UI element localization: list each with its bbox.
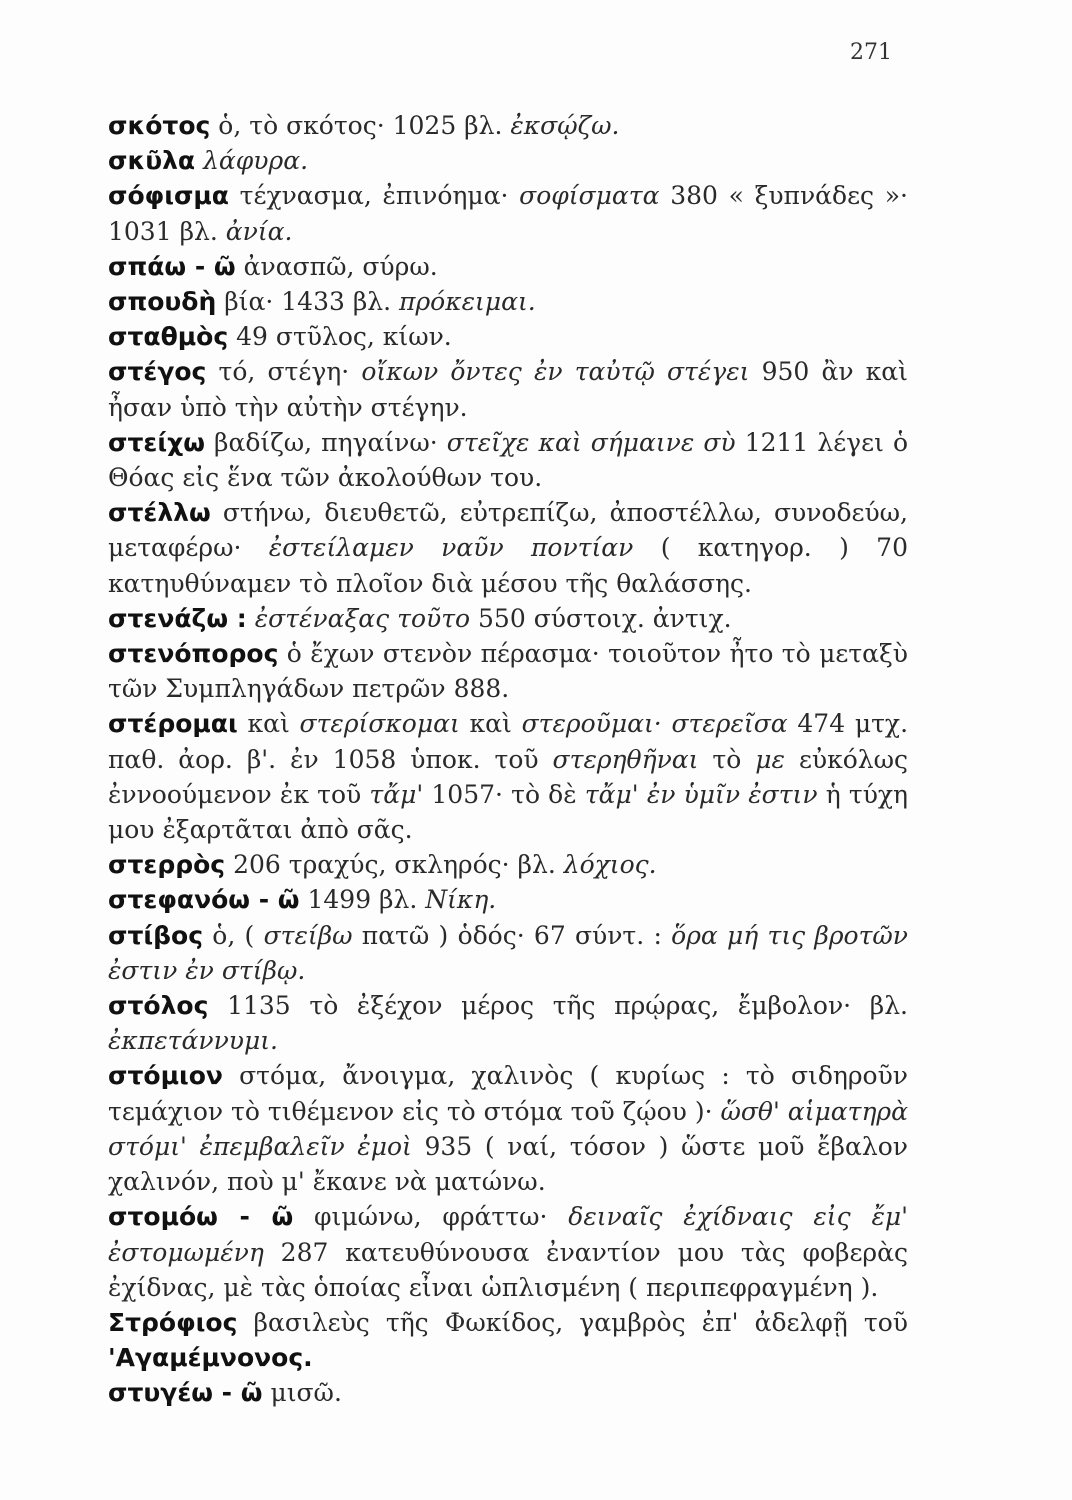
entry-definition: βασιλεὺς τῆς Φωκίδος, γαμβρὸς ἐπ' ἀδελφῇ τοῦ: [237, 1307, 908, 1337]
entry-quotation: σοφίσματα: [519, 181, 660, 211]
entry-definition: 1211 λέγει ὁ Θόας εἰς ἕνα τῶν ἀκολούθων του.: [108, 427, 909, 493]
entry-headword: σκῦλα: [108, 146, 196, 176]
entry-definition: ὁ, (: [203, 920, 264, 950]
entry-definition: 950 ἂν καὶ ἦσαν ὑπὸ τὴν αὐτὴν στέγην.: [108, 357, 908, 422]
entry-headword: στυγέω - ῶ: [108, 1378, 263, 1408]
glossary-entry: [108, 1199, 908, 1305]
entry-definition: [247, 604, 255, 633]
entry-quotation: ὅρα μή τις βροτῶν ἐστιν ἐν στίβῳ.: [108, 920, 908, 985]
entry-definition: φιμώνω, φράττω·: [293, 1202, 569, 1232]
entry-headword: στέρομαι: [108, 709, 238, 739]
entry-definition: ἡ τύχη μου ἐξαρτᾶται ἀπὸ σᾶς.: [108, 779, 909, 845]
glossary-entry: [108, 1375, 908, 1410]
glossary-entry: [108, 636, 908, 706]
glossary-entry: [108, 495, 908, 601]
glossary-entry: [108, 143, 908, 178]
glossary-entry: [108, 319, 908, 354]
entry-headword: σόφισμα: [108, 181, 229, 211]
entry-definition: τέχνασμα, ἐπινόημα·: [228, 181, 520, 211]
entry-quotation: ὥσθ' αἱματηρὰ στόμι' ἐπεμβαλεῖν ἐμοὶ: [108, 1096, 909, 1161]
entry-headword: στενόπορος: [108, 639, 279, 669]
entry-quotation: ἐστείλαμεν ναῦν ποντίαν: [268, 533, 634, 563]
entry-quotation: στείβω: [263, 920, 353, 950]
entry-quotation: τἄμ': [369, 779, 424, 809]
entry-quotation: στεροῦμαι· στερεῖσα: [521, 709, 788, 739]
entry-headword: στείχω: [108, 427, 205, 457]
entry-quotation: στερηθῆναι: [552, 744, 699, 774]
entry-definition: 287 κατευθύνουσα ἐναντίον μου τὰς φοβερὰς ἐχίδνας, μὲ τὰς ὁποίας εἶναι ὡπλισμένη ( περιπεφραγμένη ).: [108, 1237, 908, 1302]
entry-definition: ἀνασπῶ, σύρω.: [235, 251, 438, 281]
glossary-entry: [108, 601, 908, 636]
entry-headword: στόμιον: [108, 1061, 223, 1091]
entry-quotation: ἐκπετάννυμι.: [108, 1026, 278, 1056]
entry-headword: στίβος: [108, 920, 204, 950]
entry-quotation: με: [755, 744, 785, 774]
entry-definition: 49 στῦλος, κίων.: [228, 322, 452, 352]
entry-definition: τό, στέγη·: [206, 357, 362, 387]
entry-headword: σταθμὸς: [108, 322, 229, 352]
entry-headword: Στρόφιος: [108, 1307, 238, 1337]
entry-quotation: οἴκων ὄντες ἐν ταὐτῷ στέγει: [361, 357, 750, 387]
entry-definition: 1057· τὸ δὲ: [423, 779, 585, 809]
entry-quotation: πρόκειμαι.: [399, 287, 536, 317]
entry-definition: στόμα, ἄνοιγμα, χαλινὸς ( κυρίως : τὸ σιδηροῦν τεμάχιον τὸ τιθέμενον εἰς τὸ στόμα τοῦ ζῴου )·: [108, 1061, 908, 1126]
glossary-entry: [108, 284, 908, 319]
entry-definition: 'Αγαμέμνονος.: [108, 1343, 313, 1373]
entry-quotation: δειναῖς ἐχίδναις εἰς ἔμ' ἐστομωμένη: [108, 1202, 908, 1267]
entry-definition: 1135 τὸ ἐξέχον μέρος τῆς πρῴρας, ἔμβολον· βλ.: [208, 991, 908, 1021]
entry-headword: σκότος: [108, 111, 211, 140]
glossary-entry: [108, 249, 908, 284]
entry-headword: στέλλω: [108, 498, 211, 528]
entry-quotation: ἀνία.: [225, 216, 293, 246]
glossary-entry: [108, 847, 908, 882]
entry-definition: ( κατηγορ. ) 70 κατηυθύναμεν τὸ πλοῖον διὰ μέσου τῆς θαλάσσης.: [108, 533, 908, 598]
glossary-entry: [108, 354, 908, 424]
entry-definition: ὁ, τὸ σκότος· 1025 βλ.: [210, 111, 511, 140]
glossary-entries: [108, 108, 908, 1411]
entry-quotation: λόχιος.: [563, 850, 657, 880]
entry-definition: βαδίζω, πηγαίνω·: [204, 427, 447, 457]
entry-quotation: στερίσκομαι: [299, 709, 460, 739]
entry-definition: στήνω, διευθετῶ, εὐτρεπίζω, ἀποστέλλω, συνοδεύω, μεταφέρω·: [108, 498, 908, 563]
entry-quotation: τἄμ' ἐν ὑμῖν ἐστιν: [584, 779, 818, 809]
entry-headword: σπάω - ῶ: [108, 251, 236, 281]
entry-headword: στενάζω :: [108, 603, 247, 633]
entry-headword: στομόω - ῶ: [108, 1202, 294, 1232]
entry-definition: 206 τραχύς, σκληρός· βλ.: [225, 850, 564, 880]
glossary-entry: [108, 178, 908, 248]
glossary-entry: [108, 882, 908, 917]
entry-definition: μισῶ.: [262, 1378, 342, 1408]
entry-definition: ὁ ἔχων στενὸν πέρασμα· τοιοῦτον ἦτο τὸ μεταξὺ τῶν Συμπληγάδων πετρῶν 888.: [108, 639, 908, 704]
entry-definition: 1499 βλ.: [299, 885, 426, 915]
entry-quotation: ἐκσῴζω.: [510, 111, 620, 140]
entry-quotation: στεῖχε καὶ σήμαινε σὺ: [446, 427, 736, 457]
entry-definition: εὐκόλως ἐννοούμενον ἐκ τοῦ: [108, 744, 908, 809]
glossary-entry: [108, 918, 908, 988]
entry-quotation: λάφυρα.: [203, 146, 309, 176]
glossary-entry: [108, 1058, 908, 1199]
entry-quotation: ἐστέναξας τοῦτο: [254, 603, 471, 633]
entry-definition: βία· 1433 βλ.: [216, 287, 400, 317]
entry-definition: 550 σύστοιχ. ἀντιχ.: [470, 603, 732, 633]
entry-definition: 474 μτχ. παθ. ἀορ. β'. ἐν 1058 ὑποκ. τοῦ: [108, 709, 909, 774]
glossary-entry: [108, 1305, 908, 1375]
entry-definition: 380 « ξυπνάδες »· 1031 βλ.: [108, 181, 908, 246]
glossary-entry: [108, 425, 908, 495]
entry-definition: τὸ: [698, 744, 756, 774]
glossary-entry: [108, 988, 908, 1058]
entry-headword: στέγος: [108, 357, 207, 387]
entry-definition: πατῶ ) ὁδός· 67 σύντ. :: [352, 920, 672, 950]
entry-headword: στεφανόω - ῶ: [108, 885, 300, 915]
entry-headword: στερρὸς: [108, 850, 226, 880]
entry-definition: καὶ: [237, 709, 300, 739]
page-number: 271: [850, 40, 892, 65]
entry-quotation: Νίκη.: [425, 885, 497, 915]
entry-definition: καὶ: [459, 709, 522, 739]
entry-headword: στόλος: [108, 991, 209, 1021]
glossary-entry: [108, 706, 908, 847]
entry-headword: σπουδὴ: [108, 287, 217, 317]
glossary-entry: [108, 108, 908, 143]
entry-definition: 935 ( ναί, τόσον ) ὥστε μοῦ ἔβαλον χαλινόν, ποὺ μ' ἔκανε νὰ ματώνω.: [108, 1131, 908, 1197]
entry-definition: [195, 146, 203, 175]
